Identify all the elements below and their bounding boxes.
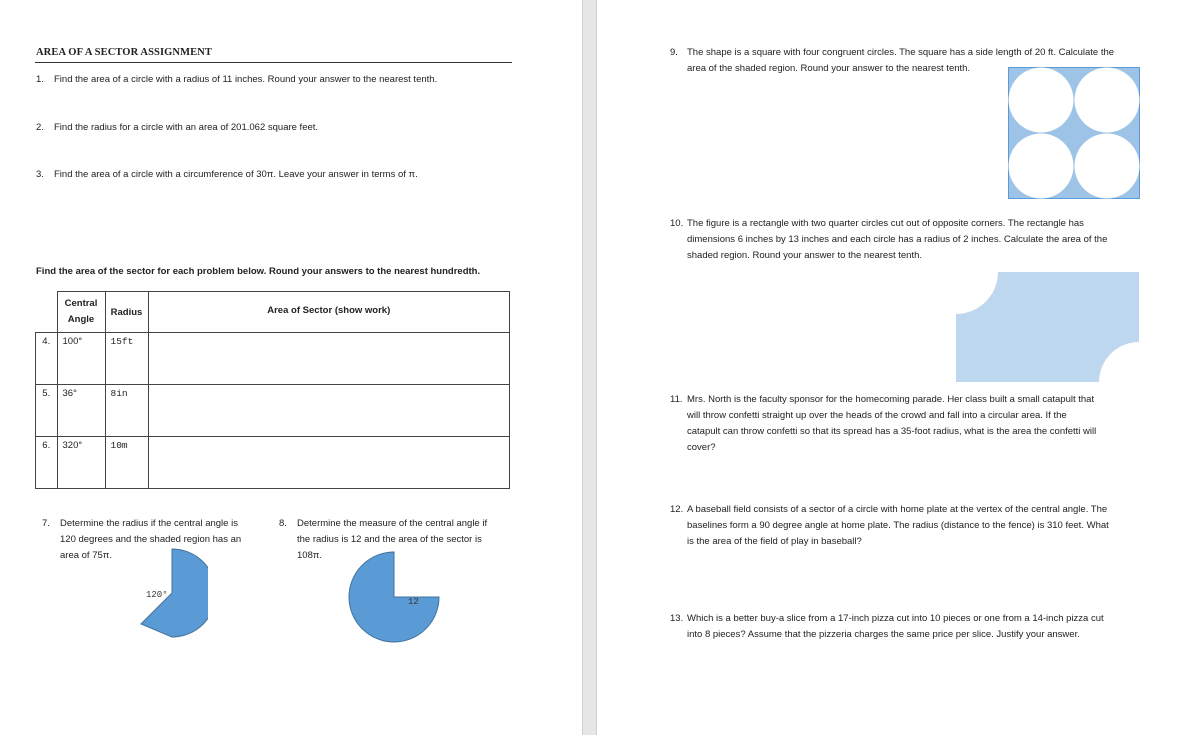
row-work-area[interactable] <box>148 333 510 385</box>
assignment-title: AREA OF A SECTOR ASSIGNMENT <box>36 47 212 58</box>
row-radius: 10m <box>105 437 148 489</box>
header-blank <box>36 292 58 333</box>
header-angle-line1: Central <box>64 298 98 309</box>
q10-rectangle-figure <box>956 272 1140 382</box>
q1-text: Find the area of a circle with a radius of 11 inches. Round your answer to the nearest tenth. <box>54 74 438 85</box>
right-page <box>597 0 1193 735</box>
sector-table <box>35 291 510 489</box>
q9-circle <box>1009 134 1074 199</box>
q9-line1: The shape is a square with four congruent circles. The square has a side length of 20 ft. Calculate the <box>687 47 1115 58</box>
q9-square-figure <box>1008 67 1140 199</box>
q12-number: 12. <box>670 504 684 515</box>
q10-line1: The figure is a rectangle with two quarter circles cut out of opposite corners. The rectangle has <box>687 218 1084 229</box>
q8-line1: Determine the measure of the central angle if <box>297 518 488 529</box>
table-row <box>36 437 510 489</box>
q11-line3: catapult can throw confetti so that its spread has a 35-foot radius, what is the area the confetti will <box>687 426 1097 437</box>
q10-shaded-region <box>956 272 1139 382</box>
q2-text: Find the radius for a circle with an area of 201.062 square feet. <box>54 122 319 133</box>
q1-number: 1. <box>36 74 44 85</box>
header-angle-line2: Angle <box>67 314 95 325</box>
q12-line1: A baseball field consists of a sector of a circle with home plate at the vertex of the central angle. The <box>687 504 1108 515</box>
row-angle: 100° <box>57 333 105 385</box>
header-central-angle <box>57 292 105 333</box>
sector-instructions: Find the area of the sector for each problem below. Round your answers to the nearest hundredth. <box>36 266 481 277</box>
q7-line2: 120 degrees and the shaded region has an <box>60 534 242 545</box>
q9-circle <box>1075 68 1140 133</box>
row-radius: 8in <box>105 385 148 437</box>
left-page <box>0 0 582 735</box>
q2-number: 2. <box>36 122 44 133</box>
q9-number: 9. <box>670 47 678 58</box>
q10-line3: shaded region. Round your answer to the nearest tenth. <box>687 250 923 261</box>
q9-line2: area of the shaded region. Round your answer to the nearest tenth. <box>687 63 971 74</box>
q7-number: 7. <box>42 518 50 529</box>
q8-line2: the radius is 12 and the area of the sector is <box>297 534 482 545</box>
q8-radius-label: 12 <box>408 597 419 607</box>
header-area-work <box>148 292 510 333</box>
q9-circle <box>1075 134 1140 199</box>
row-angle: 320° <box>57 437 105 489</box>
q7-angle-label: 120° <box>146 590 168 600</box>
q13-line1: Which is a better buy-a slice from a 17-inch pizza cut into 10 pieces or one from a 14-inch pizza cut <box>687 613 1104 624</box>
row-work-area[interactable] <box>148 385 510 437</box>
row-number: 6. <box>36 437 58 489</box>
q9-circle <box>1009 68 1074 133</box>
q10-number: 10. <box>670 218 684 229</box>
q3-number: 3. <box>36 169 44 180</box>
header-radius: Radius <box>105 292 148 333</box>
row-radius: 15ft <box>105 333 148 385</box>
q11-number: 11. <box>670 394 683 405</box>
table-header-row <box>36 292 510 333</box>
header-work-text: Area of Sector (show work) <box>267 304 391 316</box>
q8-sector-shape <box>349 552 439 642</box>
row-number: 5. <box>36 385 58 437</box>
q13-number: 13. <box>670 613 684 624</box>
q7-line3: area of 75π. <box>60 550 112 561</box>
q11-line2: will throw confetti straight up over the heads of the crowd and fall into a circular area. If the <box>687 410 1067 421</box>
q8-line3: 108π. <box>297 550 323 561</box>
title-underline <box>35 62 512 63</box>
q13-line2: into 8 pieces? Assume that the pizzeria charges the same price per slice. Justify your answer. <box>687 629 1080 640</box>
q3-text: Find the area of a circle with a circumference of 30π. Leave your answer in terms of π. <box>54 169 418 180</box>
page-gutter <box>582 0 597 735</box>
q8-sector-figure <box>344 551 444 643</box>
q8-number: 8. <box>279 518 287 529</box>
q12-line3: is the area of the field of play in baseball? <box>687 536 862 547</box>
table-row <box>36 385 510 437</box>
q11-line1: Mrs. North is the faculty sponsor for the homecoming parade. Her class built a small catapult that <box>687 394 1095 405</box>
q12-line2: baselines form a 90 degree angle at home plate. The radius (distance to the fence) is 310 feet. What <box>687 520 1109 531</box>
table-row <box>36 333 510 385</box>
q11-line4: cover? <box>687 442 716 453</box>
q7-line1: Determine the radius if the central angle is <box>60 518 238 529</box>
row-work-area[interactable] <box>148 437 510 489</box>
row-number: 4. <box>36 333 58 385</box>
row-angle: 36° <box>57 385 105 437</box>
q10-line2: dimensions 6 inches by 13 inches and each circle has a radius of 2 inches. Calculate the area of the <box>687 234 1108 245</box>
